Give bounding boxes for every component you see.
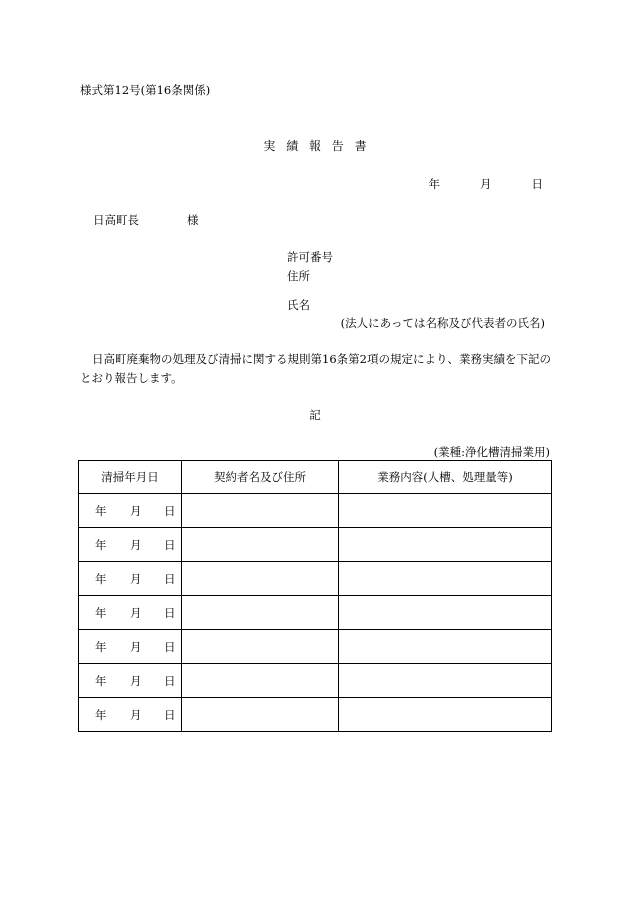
form-number: 様式第12号(第16条関係) — [80, 83, 211, 97]
content-cell[interactable] — [339, 562, 552, 596]
header-cleaning-date: 清掃年月日 — [79, 461, 182, 494]
contractor-cell[interactable] — [182, 630, 339, 664]
contractor-cell[interactable] — [182, 562, 339, 596]
date-cell[interactable]: 年 月 日 — [79, 494, 182, 528]
recipient — [93, 212, 199, 228]
content-cell[interactable] — [339, 630, 552, 664]
content-cell[interactable] — [339, 664, 552, 698]
header-work-content: 業務内容(人槽、処理量等) — [339, 461, 552, 494]
recipient-honorific: 様 — [187, 213, 199, 227]
table-row — [79, 494, 552, 528]
name-note: (法人にあっては名称及び代表者の氏名) — [340, 316, 545, 330]
document-title: 実績報告書 — [263, 139, 378, 153]
date-cell[interactable]: 年 月 日 — [79, 528, 182, 562]
date-cell[interactable]: 年 月 日 — [79, 596, 182, 630]
table-row — [79, 664, 552, 698]
content-cell[interactable] — [339, 528, 552, 562]
date-cell[interactable]: 年 月 日 — [79, 698, 182, 732]
report-table — [78, 460, 552, 732]
date-day-label: 日 — [531, 177, 543, 191]
business-category: (業種:浄化槽清掃業用) — [433, 445, 550, 459]
body-text: 日高町廃棄物の処理及び清掃に関する規則第16条第2項の規定により、業務実績を下記のとおり報告します。 — [80, 352, 551, 385]
date-year-label: 年 — [428, 177, 440, 191]
table-row — [79, 596, 552, 630]
address-label: 住所 — [287, 269, 310, 283]
date-cell[interactable]: 年 月 日 — [79, 664, 182, 698]
header-contractor: 契約者名及び住所 — [182, 461, 339, 494]
table-row — [79, 630, 552, 664]
name-label: 氏名 — [287, 298, 310, 312]
table-row — [79, 528, 552, 562]
date-cell[interactable]: 年 月 日 — [79, 562, 182, 596]
contractor-cell[interactable] — [182, 528, 339, 562]
content-cell[interactable] — [339, 596, 552, 630]
recipient-name: 日高町長 — [93, 213, 139, 227]
ki-heading: 記 — [309, 408, 321, 422]
content-cell[interactable] — [339, 698, 552, 732]
contractor-cell[interactable] — [182, 494, 339, 528]
date-cell[interactable]: 年 月 日 — [79, 630, 182, 664]
table-row — [79, 562, 552, 596]
table-header-row — [79, 461, 552, 494]
contractor-cell[interactable] — [182, 596, 339, 630]
table-row — [79, 698, 552, 732]
license-number-label: 許可番号 — [287, 250, 333, 264]
contractor-cell[interactable] — [182, 664, 339, 698]
report-date — [429, 176, 544, 192]
contractor-cell[interactable] — [182, 698, 339, 732]
date-month-label: 月 — [480, 177, 492, 191]
content-cell[interactable] — [339, 494, 552, 528]
